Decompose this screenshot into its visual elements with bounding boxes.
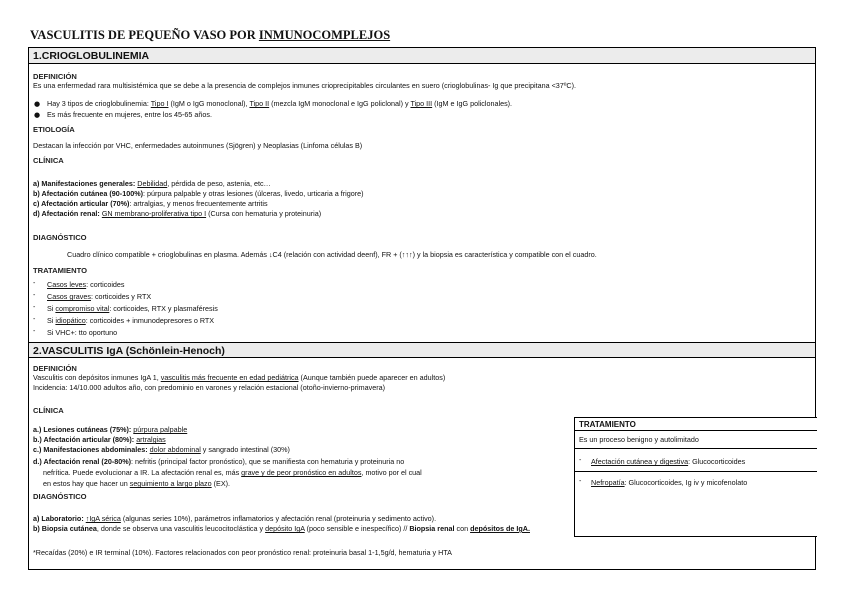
tipos-text: (mezcla IgM monoclonal e IgG policlonal) y bbox=[269, 99, 411, 108]
title-underlined: INMUNOCOMPLEJOS bbox=[258, 28, 391, 42]
clinica-underlined: seguimiento a largo plazo bbox=[129, 479, 212, 488]
sec1-tratamiento-heading: TRATAMIENTO bbox=[33, 266, 87, 275]
diag-label: a) Laboratorio: bbox=[33, 514, 86, 523]
trat-underlined: Nefropatía bbox=[591, 478, 625, 487]
sec2-diagnostico-a bbox=[33, 514, 436, 523]
dash-icon: - bbox=[33, 280, 36, 287]
sec1-clinica-b bbox=[33, 189, 364, 198]
clinica-text: nefrítica. Puede evolucionar a IR. La afectación renal es, más bbox=[43, 468, 242, 477]
sec1-clinica-c bbox=[33, 199, 268, 208]
content-frame bbox=[28, 47, 816, 570]
sec1-trat-graves bbox=[47, 292, 151, 301]
clinica-label: a) Manifestaciones generales: bbox=[33, 179, 138, 188]
tipo-2-term: Tipo II bbox=[249, 99, 270, 108]
sec1-trat-leves bbox=[47, 280, 125, 289]
sec1-clinica-d bbox=[33, 209, 321, 218]
dash-icon: - bbox=[579, 457, 582, 464]
sec1-etiologia-heading: ETIOLOGÍA bbox=[33, 125, 75, 134]
trat-underlined: Casos leves bbox=[47, 280, 87, 289]
diag-underlined: depósito IgA bbox=[265, 524, 305, 533]
sec2-clinica-d-1 bbox=[33, 457, 404, 466]
clinica-label: d) Afectación renal: bbox=[33, 209, 102, 218]
trat-text: : corticoides y RTX bbox=[90, 292, 152, 301]
sec1-clinica-a bbox=[33, 179, 271, 188]
trat-text: : Glucocorticoides bbox=[688, 457, 746, 466]
sec1-trat-vital bbox=[47, 304, 218, 313]
trat-underlined: Casos graves bbox=[47, 292, 91, 301]
clinica-text: : púrpura palpable y otras lesiones (úlceras, livedo, urticaria a frigore) bbox=[142, 189, 364, 198]
sec2-clinica-d-3 bbox=[43, 479, 230, 488]
def-text: (Aunque también puede aparecer en adultos) bbox=[298, 373, 446, 382]
sec1-diagnostico-text: Cuadro clínico compatible + crioglobulinas en plasma. Además ↓C4 (relación con actividad deenf), FR + (↑↑↑) y la biopsia es característica y compatible con el cuadro. bbox=[67, 250, 597, 259]
sec1-trat-idiopatico bbox=[47, 316, 214, 325]
section-crioglobulinemia-title: 1.CRIOGLOBULINEMIA bbox=[29, 48, 815, 64]
tipos-text: (IgM o IgG monoclonal), bbox=[168, 99, 250, 108]
clinica-label: c.) Manifestaciones abdominales: bbox=[33, 445, 150, 454]
sec1-etiologia-text: Destacan la infección por VHC, enfermedades autoinmunes (Sjögren) y Neoplasias (Linfoma células B) bbox=[33, 141, 363, 150]
bullet-icon: ● bbox=[34, 111, 41, 119]
tipo-3-term: Tipo III bbox=[410, 99, 433, 108]
bullet-icon: ● bbox=[34, 100, 41, 108]
diag-text: (poco sensible e inespecífico) // bbox=[304, 524, 410, 533]
sec2-tratamiento-box bbox=[574, 417, 817, 537]
sec2-definicion-text-1 bbox=[33, 373, 445, 382]
clinica-text: : nefritis (principal factor pronóstico), que se manifiesta con hematuria y proteinuria no bbox=[131, 457, 405, 466]
clinica-underlined: Debilidad bbox=[137, 179, 168, 188]
clinica-label: b) Afectación cutánea (90-100%) bbox=[33, 189, 143, 198]
diag-text: , donde se observa una vasculitis leucocitoclástica y bbox=[96, 524, 266, 533]
clinica-underlined: dolor abdominal bbox=[149, 445, 201, 454]
def-text: Vasculitis con depósitos inmunes IgA 1, bbox=[33, 373, 161, 382]
clinica-text: , motivo por el cual bbox=[361, 468, 422, 477]
sec2-clinica-a bbox=[33, 425, 187, 434]
dash-icon: - bbox=[579, 478, 582, 485]
sec2-clinica-b bbox=[33, 435, 166, 444]
clinica-underlined: púrpura palpable bbox=[133, 425, 188, 434]
sec1-definicion-heading: DEFINICIÓN bbox=[33, 72, 77, 81]
clinica-underlined: GN membrano-proliferativa tipo I bbox=[101, 209, 207, 218]
tipo-1-term: Tipo I bbox=[150, 99, 169, 108]
trat-underlined: Afectación cutánea y digestiva bbox=[591, 457, 689, 466]
trat-box-item-cutanea bbox=[591, 457, 745, 466]
sec2-clinica-heading: CLÍNICA bbox=[33, 406, 64, 415]
trat-box-divider bbox=[575, 471, 817, 472]
clinica-underlined: artralgias bbox=[136, 435, 166, 444]
page-title bbox=[30, 28, 390, 43]
trat-underlined: compromiso vital bbox=[55, 304, 110, 313]
clinica-text: : artralgias, y menos frecuentemente artritis bbox=[129, 199, 268, 208]
sec2-clinica-c bbox=[33, 445, 290, 454]
title-text: VASCULITIS DE PEQUEÑO VASO POR bbox=[30, 28, 259, 42]
tipos-text: Hay 3 tipos de crioglobulinemia: bbox=[47, 99, 151, 108]
dash-icon: - bbox=[33, 292, 36, 299]
clinica-text: y sangrado intestinal (30%) bbox=[200, 445, 290, 454]
clinica-label: d.) Afectación renal (20-80%) bbox=[33, 457, 131, 466]
def-underlined: vasculitis más frecuente en edad pediátrica bbox=[160, 373, 299, 382]
sec2-definicion-heading: DEFINICIÓN bbox=[33, 364, 77, 373]
trat-text: : corticoides + inmunodepresores o RTX bbox=[85, 316, 215, 325]
clinica-text: (EX). bbox=[211, 479, 231, 488]
tipos-text: (IgM e IgG policlonales). bbox=[432, 99, 513, 108]
diag-text: (algunas series 10%), parámetros inflamatorios y afectación renal (proteinuria y sedimento activo). bbox=[120, 514, 437, 523]
trat-text: Si bbox=[47, 316, 56, 325]
sec2-definicion-text-2: Incidencia: 14/10.000 adultos año, con predominio en varones y relación estacional (otoño-invierno-primavera) bbox=[33, 383, 385, 392]
trat-box-item-nefropatia bbox=[591, 478, 747, 487]
sec1-diagnostico-heading: DIAGNÓSTICO bbox=[33, 233, 87, 242]
clinica-text: , pérdida de peso, astenia, etc… bbox=[167, 179, 271, 188]
sec2-diagnostico-b bbox=[33, 524, 530, 533]
trat-box-heading: TRATAMIENTO bbox=[575, 418, 817, 431]
trat-box-divider bbox=[575, 448, 817, 449]
sec1-bullet-frecuencia: Es más frecuente en mujeres, entre los 45-65 años. bbox=[47, 110, 213, 119]
clinica-label: a.) Lesiones cutáneas (75%): bbox=[33, 425, 134, 434]
clinica-text: (Cursa con hematuria y proteinuria) bbox=[206, 209, 322, 218]
sec2-clinica-d-2 bbox=[43, 468, 422, 477]
sec1-trat-vhc: Si VHC+: tto oportuno bbox=[47, 328, 118, 337]
clinica-text: en estos hay que hacer un bbox=[43, 479, 130, 488]
clinica-label: b.) Afectación articular (80%): bbox=[33, 435, 137, 444]
sec1-bullet-tipos bbox=[47, 99, 512, 108]
diag-label: Biopsia renal bbox=[409, 524, 455, 533]
clinica-label: c) Afectación articular (70%) bbox=[33, 199, 130, 208]
trat-box-intro: Es un proceso benigno y autolimitado bbox=[579, 435, 699, 444]
sec2-footer-note: *Recaídas (20%) e IR terminal (10%). Factores relacionados con peor pronóstico renal: proteinuria basal 1-1,5g/d, hematuria y HTA bbox=[33, 548, 452, 557]
trat-text: : Glucocorticoides, Ig iv y micofenolato bbox=[624, 478, 748, 487]
trat-underlined: idiopático bbox=[55, 316, 86, 325]
sec2-diagnostico-heading: DIAGNÓSTICO bbox=[33, 492, 87, 501]
sec1-clinica-heading: CLÍNICA bbox=[33, 156, 64, 165]
sec1-definicion-text: Es una enfermedad rara multisistémica que se debe a la presencia de complejos inmunes crioprecipitables circulantes en suero (crioglobulinas- Ig que precipitana <37ºC). bbox=[33, 81, 576, 90]
dash-icon: - bbox=[33, 304, 36, 311]
section-vasculitis-iga-title: 2.VASCULITIS IgA (Schönlein-Henoch) bbox=[29, 342, 815, 358]
dash-icon: - bbox=[33, 316, 36, 323]
clinica-underlined: grave y de peor pronóstico en adultos bbox=[241, 468, 362, 477]
diag-text: con bbox=[454, 524, 471, 533]
trat-text: Si bbox=[47, 304, 56, 313]
diag-label: b) Biopsia cutánea bbox=[33, 524, 97, 533]
dash-icon: - bbox=[33, 328, 36, 335]
diag-underlined: depósitos de IgA. bbox=[470, 524, 530, 533]
diag-underlined: ↑IgA sérica bbox=[85, 514, 121, 523]
trat-text: : corticoides, RTX y plasmaféresis bbox=[109, 304, 218, 313]
trat-text: : corticoides bbox=[86, 280, 125, 289]
